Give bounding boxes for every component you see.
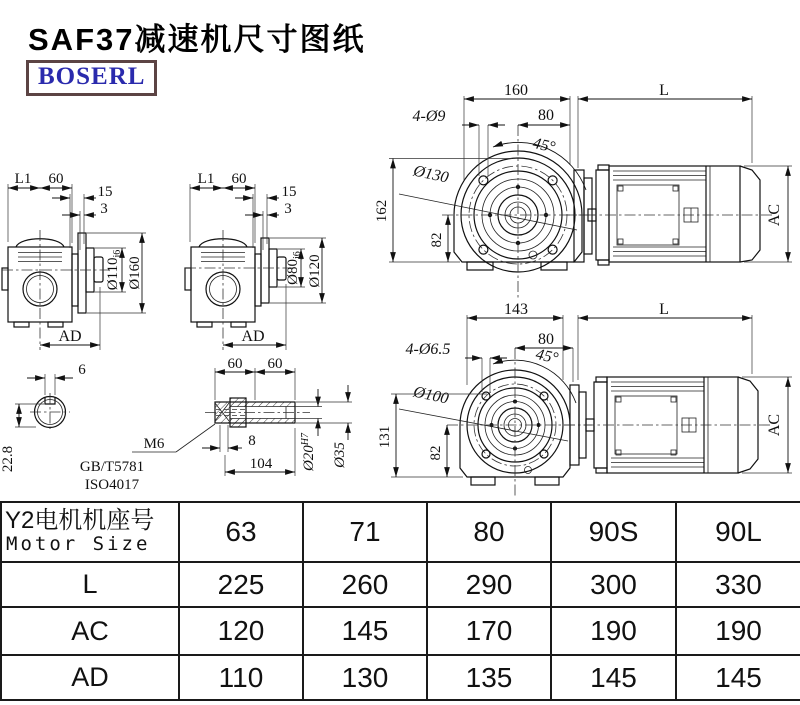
dim-82: 82	[428, 445, 444, 461]
dim-60: 60	[231, 171, 247, 187]
table-corner-cell	[1, 502, 179, 562]
view-side-flange-160	[2, 171, 146, 350]
motor-size-90s: 90S	[551, 502, 676, 562]
view-shaft-end	[0, 362, 86, 472]
dim-143: 143	[504, 301, 528, 318]
motor-size-label-en: Motor Size	[6, 533, 151, 556]
value-cell: 145	[303, 607, 427, 655]
motor-size-71: 71	[303, 502, 427, 562]
value-cell: 300	[551, 562, 676, 607]
dim-bolt-circle-130: Ø130	[411, 162, 451, 187]
value-cell: 190	[676, 607, 800, 655]
value-cell: 145	[676, 655, 800, 700]
view-shaft-section	[80, 356, 352, 493]
dim-ad: AD	[241, 328, 265, 345]
value-cell: 260	[303, 562, 427, 607]
dim-ad: AD	[58, 328, 82, 345]
row-label-AD: AD	[1, 655, 179, 700]
value-cell: 120	[179, 607, 303, 655]
dim-60: 60	[48, 171, 64, 187]
value-cell: 110	[179, 655, 303, 700]
value-cell: 145	[551, 655, 676, 700]
table-row-AC	[1, 607, 800, 655]
page-title: SAF37减速机尺寸图纸	[28, 22, 366, 57]
dim-80: 80	[538, 331, 554, 348]
value-cell: 290	[427, 562, 551, 607]
dim-bolt-holes: 4-Ø9	[412, 108, 446, 125]
dim-spigot-110: $Ø110_{j6}$	[105, 249, 123, 291]
dim-3: 3	[284, 201, 292, 217]
value-cell: 225	[179, 562, 303, 607]
dim-104: 104	[249, 456, 273, 472]
label-thread-m6: M6	[143, 436, 165, 452]
dim-angle-45: 45°	[534, 345, 560, 368]
motor-size-63: 63	[179, 502, 303, 562]
dim-15: 15	[281, 184, 297, 200]
value-cell: 330	[676, 562, 800, 607]
view-side-flange-120	[185, 171, 326, 350]
dim-162: 162	[374, 199, 390, 223]
value-cell: 135	[427, 655, 551, 700]
dim-3: 3	[100, 201, 108, 217]
dim-flange-160: Ø160	[127, 256, 143, 290]
dim-8: 8	[248, 433, 256, 449]
value-cell: 190	[551, 607, 676, 655]
dim-60b: 60	[267, 356, 283, 372]
dim-bolt-holes: 4-Ø6.5	[405, 341, 451, 358]
motor-size-80: 80	[427, 502, 551, 562]
dim-82: 82	[429, 232, 445, 248]
table-row-L	[1, 562, 800, 607]
label-std-gb: GB/T5781	[79, 459, 145, 475]
dim-ac: AC	[766, 203, 783, 227]
motor-size-label-cn: Y2电机机座号	[5, 506, 155, 534]
dim-bolt-circle-100: Ø100	[411, 383, 451, 408]
row-label-AC: AC	[1, 607, 179, 655]
view-front-motor-bottom	[377, 301, 792, 498]
dim-131: 131	[377, 425, 393, 449]
dim-key-depth: 22.8	[0, 445, 16, 473]
table-row-AD	[1, 655, 800, 700]
dim-angle-45: 45°	[531, 134, 557, 157]
dim-60a: 60	[227, 356, 243, 372]
dim-l1: L1	[197, 171, 215, 187]
dim-spigot-80: $Ø80_{j6}$	[285, 251, 303, 285]
dim-key-width: 6	[78, 362, 86, 378]
dim-80: 80	[538, 107, 554, 124]
dim-ac: AC	[766, 413, 783, 437]
dim-flange-120: Ø120	[307, 254, 323, 288]
table-header-row	[1, 502, 800, 562]
dim-od-35: Ø35	[332, 442, 348, 468]
dim-L: L	[659, 82, 669, 99]
value-cell: 130	[303, 655, 427, 700]
dim-bore-20: $Ø20^{H7}$	[300, 432, 317, 472]
dim-l1: L1	[14, 171, 32, 187]
dim-L: L	[659, 301, 669, 318]
value-cell: 170	[427, 607, 551, 655]
dimension-table	[0, 501, 800, 701]
row-label-L: L	[1, 562, 179, 607]
brand-logo-text: BOSERL	[38, 63, 146, 90]
dim-15: 15	[97, 184, 113, 200]
label-std-iso: ISO4017	[84, 477, 140, 493]
dim-160: 160	[504, 82, 528, 99]
motor-size-90l: 90L	[676, 502, 800, 562]
view-front-motor-top	[374, 82, 792, 298]
